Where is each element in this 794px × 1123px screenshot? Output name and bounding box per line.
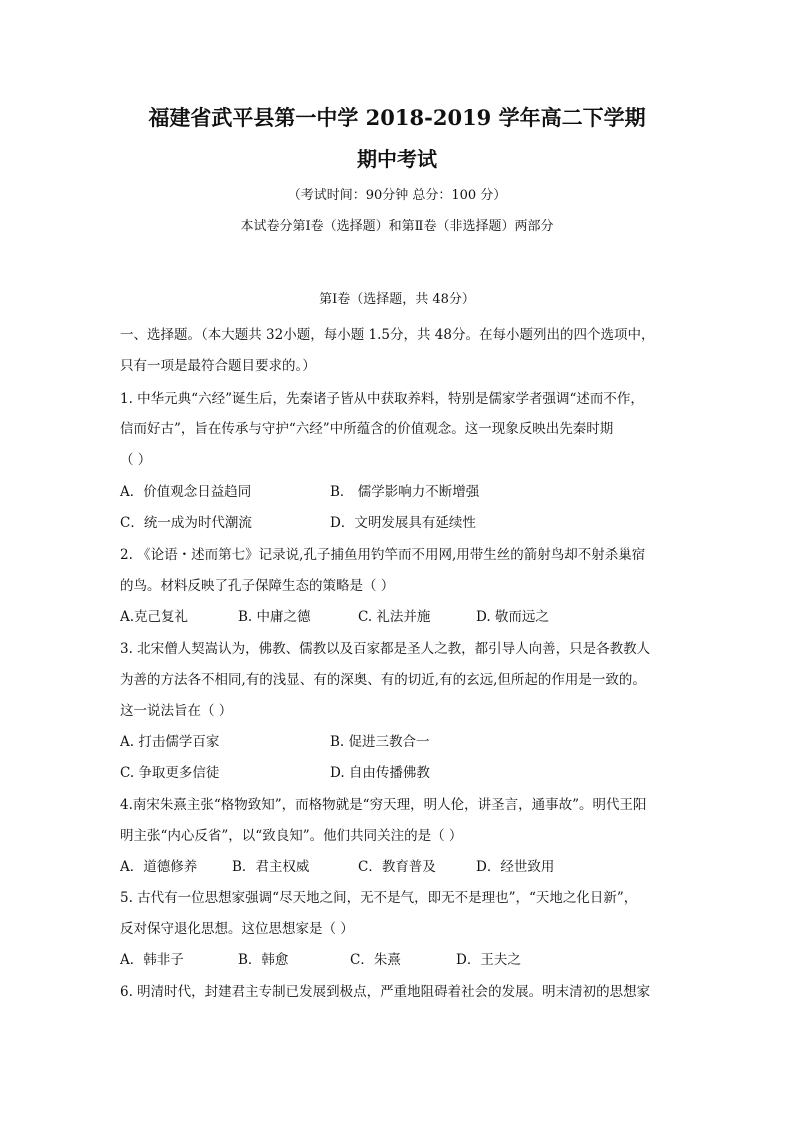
section-instructions-line1: 一、选择题。（本大题共 32小题，每小题 1.5分，共 48分。在每小题列出的四个选项中， bbox=[120, 327, 655, 343]
section-instructions-line2: 只有一项是最符合题目要求的。） bbox=[120, 358, 316, 374]
question-5-option-d: D．王夫之 bbox=[456, 952, 521, 968]
structure-note: 本试卷分第Ⅰ卷（选择题）和第Ⅱ卷（非选择题）两部分 bbox=[240, 219, 554, 234]
question-2-line2: 的鸟。材料反映了孔子保障生态的策略是（ ） bbox=[120, 578, 395, 594]
question-3-line3: 这一说法旨在（ ） bbox=[120, 703, 233, 719]
exam-title: 福建省武平县第一中学 2018-2019 学年高二下学期 bbox=[148, 105, 646, 130]
question-5-option-b: B．韩愈 bbox=[238, 952, 289, 968]
question-2-option-c: C. 礼法并施 bbox=[358, 609, 431, 625]
question-2-option-a: A.克己复礼 bbox=[120, 609, 189, 625]
exam-info: （考试时间：90分钟 总分：100 分） bbox=[287, 188, 507, 203]
question-6-line1: 6. 明清时代，封建君主专制已发展到极点，严重地阻碍着社会的发展。明末清初的思想家 bbox=[120, 984, 651, 1000]
question-1-option-a: A．价值观念日益趋同 bbox=[120, 484, 252, 500]
question-2-option-b: B. 中庸之德 bbox=[238, 609, 311, 625]
question-1-line1: 1. 中华元典“六经”诞生后，先秦诸子皆从中获取养料，特别是儒家学者强调“述而不作， bbox=[120, 391, 644, 407]
question-4-option-d: D．经世致用 bbox=[476, 859, 555, 875]
question-5-line1: 5. 古代有一位思想家强调“尽天地之间，无不是气，即无不是理也”，“天地之化日新”， bbox=[120, 890, 638, 906]
question-3-line2: 为善的方法各不相同,有的浅显、有的深奥、有的切近,有的玄远,但所起的作用是一致的。 bbox=[120, 672, 646, 688]
exam-subtitle: 期中考试 bbox=[357, 147, 437, 171]
question-3-option-b: B. 促进三教合一 bbox=[330, 734, 430, 750]
question-3-option-a: A. 打击儒学百家 bbox=[120, 734, 220, 750]
question-4-option-b: B．君主权威 bbox=[232, 859, 310, 875]
question-1-option-d: D．文明发展具有延续性 bbox=[330, 515, 476, 531]
section-heading: 第Ⅰ卷（选择题，共 48分） bbox=[319, 292, 475, 307]
question-3-option-d: D. 自由传播佛教 bbox=[330, 765, 430, 781]
question-5-option-c: C．朱熹 bbox=[350, 952, 401, 968]
question-1-line2: 信而好古”，旨在传承与守护“六经”中所蕴含的价值观念。这一现象反映出先秦时期 bbox=[120, 421, 614, 437]
question-2-option-d: D. 敬而远之 bbox=[476, 609, 549, 625]
question-1-option-b: B． 儒学影响力不断增强 bbox=[330, 484, 480, 500]
question-5-line2: 反对保守退化思想。这位思想家是（ ） bbox=[120, 921, 354, 937]
question-4-line2: 明主张“内心反省”，以“致良知”。他们共同关注的是（ ） bbox=[120, 828, 463, 844]
question-5-option-a: A．韩非子 bbox=[120, 952, 184, 968]
question-3-option-c: C. 争取更多信徒 bbox=[120, 765, 220, 781]
question-2-line1: 2. 《论语・述而第七》记录说,孔子捕鱼用钓竿而不用网,用带生丝的箭射鸟却不射杀巢宿 bbox=[120, 547, 646, 563]
question-4-option-a: A．道德修养 bbox=[120, 859, 198, 875]
question-1-blank: （ ） bbox=[120, 452, 152, 468]
question-1-option-c: C．统一成为时代潮流 bbox=[120, 515, 252, 531]
question-4-option-c: C．教育普及 bbox=[358, 859, 436, 875]
question-3-line1: 3. 北宋僧人契嵩认为，佛教、儒教以及百家都是圣人之教，都引导人向善，只是各教教人 bbox=[120, 641, 651, 657]
question-4-line1: 4.南宋朱熹主张“格物致知”，而格物就是“穷天理，明人伦，讲圣言，通事故”。明代王阳 bbox=[120, 797, 647, 813]
